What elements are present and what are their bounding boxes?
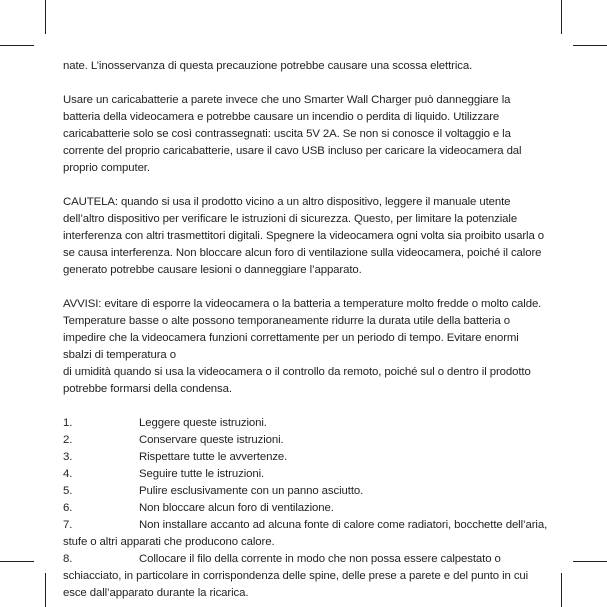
list-item-text: Non bloccare alcun foro di ventilazione. (139, 502, 334, 514)
crop-mark-top-right-vertical (561, 0, 562, 34)
list-item-text: Leggere queste istruzioni. (139, 417, 267, 429)
list-item-number: 7. (63, 519, 73, 531)
list-item-number: 3. (63, 451, 73, 463)
crop-mark-bottom-left-vertical (45, 573, 46, 607)
list-item-text: Pulire esclusivamente con un panno asciutto. (139, 485, 364, 497)
list-item-text: Rispettare tutte le avvertenze. (139, 451, 288, 463)
list-item (63, 432, 549, 449)
list-item (63, 517, 549, 551)
list-item-number: 1. (63, 417, 73, 429)
list-item (63, 551, 549, 602)
crop-mark-bottom-left-horizontal (0, 561, 34, 562)
list-item (63, 500, 549, 517)
list-item (63, 415, 549, 432)
list-item-text: Collocare il filo della corrente in modo che non possa essere calpestato o schiacciato, in particolare in corrispondenza delle spine, delle prese a parete e del punto in cui esce dall’apparato durante la ricarica. (63, 553, 529, 599)
crop-mark-top-right-horizontal (573, 45, 607, 46)
crop-mark-top-left-vertical (45, 0, 46, 34)
list-item-number: 5. (63, 485, 73, 497)
document-body (63, 58, 549, 602)
list-item-text: Conservare queste istruzioni. (139, 434, 284, 446)
list-item (63, 483, 549, 500)
crop-mark-bottom-right-vertical (561, 573, 562, 607)
safety-instructions-list (63, 415, 549, 602)
crop-mark-bottom-right-horizontal (573, 561, 607, 562)
paragraph-caution: CAUTELA: quando si usa il prodotto vicino a un altro dispositivo, leggere il manuale utente dell’altro dispositivo per verificare le istruzioni di sicurezza. Questo, per limitare la potenziale interferenza con altri trasmettitori digitali. Spegnere la videocamera ogni volta sia proibito usarla o se causa interferenza. Non bloccare alcun foro di ventilazione sulla videocamera, poiché il calore generato potrebbe causare lesioni o danneggiare l’apparato. (63, 196, 545, 276)
paragraph-charger-warning: Usare un caricabatterie a parete invece che uno Smarter Wall Charger può danneggiare la batteria della videocamera e potrebbe causare un incendio o perdita di liquido. Utilizzare caricabatterie solo se così contrassegnati: uscita 5V 2A. Se non si conosce il voltaggio e la corrente del proprio caricabatterie, usare il cavo USB incluso per caricare la videocamera dal proprio computer. (63, 94, 522, 174)
warnings-text-part1: AVVISI: evitare di esporre la videocamera o la batteria a temperature molto fredde o molto calde. Temperature basse o alte possono temporaneamente ridurre la durata utile della batteria o impedire che la videocamera funzioni correttamente per un periodo di tempo. Evitare enormi sbalzi di temperatura o (63, 298, 542, 361)
list-item-number: 4. (63, 468, 73, 480)
crop-mark-top-left-horizontal (0, 45, 34, 46)
paragraph-continuation: nate. L’inosservanza di questa precauzione potrebbe causare una scossa elettrica. (63, 60, 473, 72)
list-item-number: 6. (63, 502, 73, 514)
list-item-number: 2. (63, 434, 73, 446)
list-item-text: Non installare accanto ad alcuna fonte di calore come radiatori, bocchette dell’aria, stufe o altri apparati che producono calore. (63, 519, 548, 548)
warnings-text-part2: di umidità quando si usa la videocamera o il controllo da remoto, poiché sul o dentro il prodotto potrebbe formarsi della condensa. (63, 366, 531, 395)
list-item-text: Seguire tutte le istruzioni. (139, 468, 265, 480)
paragraph-warnings (63, 296, 549, 398)
list-item-number: 8. (63, 553, 73, 565)
list-item (63, 466, 549, 483)
list-item (63, 449, 549, 466)
